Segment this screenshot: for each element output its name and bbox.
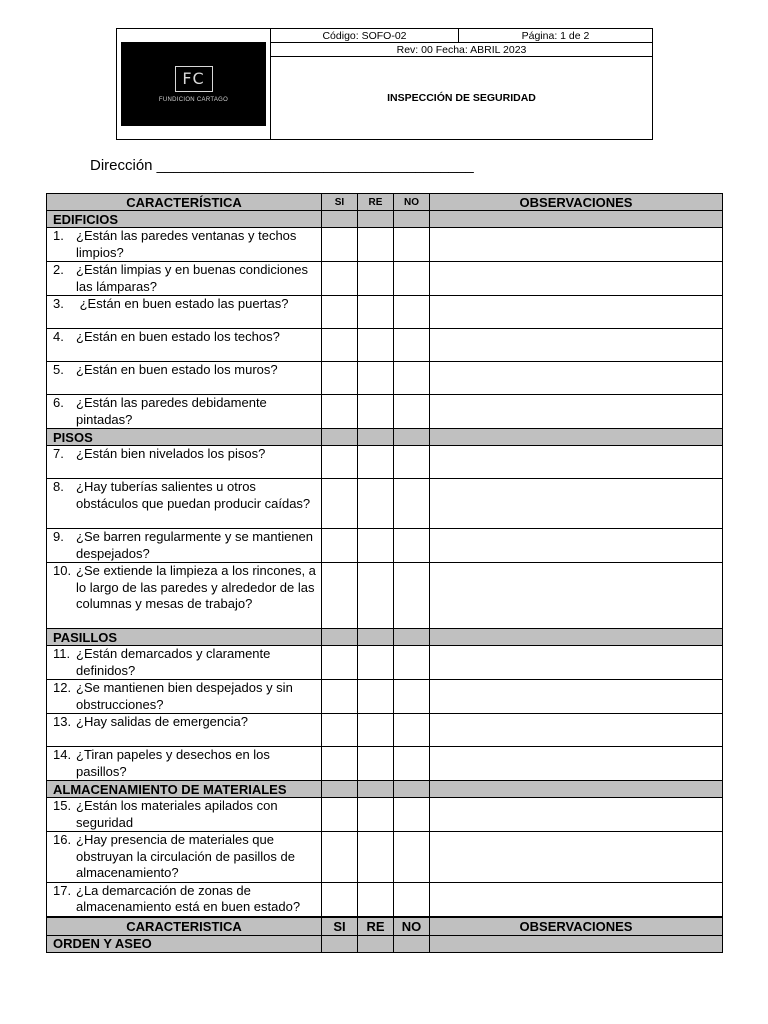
- re-cell[interactable]: [358, 747, 394, 781]
- logo-cell: [117, 29, 271, 140]
- col-caracteristica: CARACTERÍSTICA: [47, 194, 322, 211]
- item-text: ¿Hay tuberías salientes u otros obstáculos que puedan producir caídas?: [76, 479, 311, 511]
- item-number: 11.: [53, 646, 71, 661]
- table-row: [47, 329, 723, 362]
- no-cell[interactable]: [394, 832, 430, 883]
- table-row: [47, 479, 723, 529]
- observaciones-cell[interactable]: [430, 362, 723, 395]
- si-cell[interactable]: [322, 479, 358, 529]
- section-title: ALMACENAMIENTO DE MATERIALES: [47, 781, 322, 798]
- re-cell[interactable]: [358, 362, 394, 395]
- observaciones-cell[interactable]: [430, 296, 723, 329]
- col-no: NO: [394, 194, 430, 211]
- item-text: ¿Están en buen estado los muros?: [76, 362, 278, 377]
- si-cell[interactable]: [322, 563, 358, 629]
- no-cell[interactable]: [394, 362, 430, 395]
- section-row: [47, 629, 723, 646]
- table-row: [47, 228, 723, 262]
- item-number: 5.: [53, 362, 64, 377]
- si-cell[interactable]: [322, 262, 358, 296]
- si-cell[interactable]: [322, 329, 358, 362]
- section-row: [47, 935, 723, 952]
- observaciones-cell[interactable]: [430, 228, 723, 262]
- si-cell[interactable]: [322, 529, 358, 563]
- item-number: 6.: [53, 395, 64, 410]
- no-cell[interactable]: [394, 882, 430, 917]
- table-row: [47, 747, 723, 781]
- si-cell[interactable]: [322, 832, 358, 883]
- item-text: ¿Están las paredes debidamente pintadas?: [76, 395, 267, 427]
- item-text: ¿Están limpias y en buenas condiciones las lámparas?: [76, 262, 308, 294]
- table-row: [47, 446, 723, 479]
- observaciones-cell[interactable]: [430, 832, 723, 883]
- re-cell[interactable]: [358, 882, 394, 917]
- no-cell[interactable]: [394, 446, 430, 479]
- col-caracteristica: CARACTERISTICA: [47, 917, 322, 936]
- inspection-table: [46, 193, 723, 953]
- item-text: ¿Hay presencia de materiales que obstruyan la circulación de pasillos de almacenamiento?: [76, 832, 295, 880]
- re-cell[interactable]: [358, 832, 394, 883]
- re-cell[interactable]: [358, 529, 394, 563]
- no-cell[interactable]: [394, 228, 430, 262]
- si-cell[interactable]: [322, 646, 358, 680]
- table-row: [47, 362, 723, 395]
- item-number: 10.: [53, 563, 72, 578]
- document-header: [116, 28, 653, 140]
- table-row: [47, 646, 723, 680]
- re-cell[interactable]: [358, 798, 394, 832]
- rev-fecha-field: Rev: 00 Fecha: ABRIL 2023: [271, 43, 653, 57]
- item-text: ¿Están las paredes ventanas y techos limpios?: [76, 228, 297, 260]
- item-number: 1.: [53, 228, 64, 243]
- logo-mark: FC: [175, 66, 213, 92]
- no-cell[interactable]: [394, 714, 430, 747]
- si-cell[interactable]: [322, 395, 358, 429]
- observaciones-cell[interactable]: [430, 479, 723, 529]
- si-cell[interactable]: [322, 714, 358, 747]
- re-cell[interactable]: [358, 714, 394, 747]
- logo-subtext: FUNDICION CARTAGO: [158, 96, 229, 103]
- observaciones-cell[interactable]: [430, 798, 723, 832]
- observaciones-cell[interactable]: [430, 882, 723, 917]
- section-title: PISOS: [47, 429, 322, 446]
- col-re: RE: [358, 194, 394, 211]
- item-number: 13.: [53, 714, 72, 729]
- observaciones-cell[interactable]: [430, 563, 723, 629]
- col-re: RE: [358, 917, 394, 936]
- table-row: [47, 882, 723, 917]
- item-number: 16.: [53, 832, 72, 847]
- si-cell[interactable]: [322, 446, 358, 479]
- col-si: SI: [322, 917, 358, 936]
- table-row: [47, 832, 723, 883]
- re-cell[interactable]: [358, 446, 394, 479]
- observaciones-cell[interactable]: [430, 646, 723, 680]
- table-row: [47, 680, 723, 714]
- item-text: ¿Están bien nivelados los pisos?: [76, 446, 266, 461]
- document-title: INSPECCIÓN DE SEGURIDAD: [271, 57, 653, 140]
- no-cell[interactable]: [394, 329, 430, 362]
- table-row: [47, 714, 723, 747]
- observaciones-cell[interactable]: [430, 680, 723, 714]
- table-row: [47, 563, 723, 629]
- col-observaciones: OBSERVACIONES: [430, 194, 723, 211]
- observaciones-cell[interactable]: [430, 747, 723, 781]
- col-no: NO: [394, 917, 430, 936]
- item-number: 17.: [53, 882, 72, 898]
- table-row: [47, 529, 723, 563]
- item-text: ¿Se extiende la limpieza a los rincones, a lo largo de las paredes y alrededor de las columnas y mesas de trabajo?: [76, 563, 316, 611]
- table-row: [47, 798, 723, 832]
- no-cell[interactable]: [394, 680, 430, 714]
- item-number: 14.: [53, 747, 72, 762]
- item-text: ¿Se mantienen bien despejados y sin obstrucciones?: [76, 680, 293, 712]
- item-number: 8.: [53, 479, 64, 494]
- pagina-field: Página: 1 de 2: [459, 29, 653, 43]
- section-row: [47, 781, 723, 798]
- re-cell[interactable]: [358, 479, 394, 529]
- item-text: ¿Hay salidas de emergencia?: [76, 714, 248, 729]
- re-cell[interactable]: [358, 228, 394, 262]
- no-cell[interactable]: [394, 747, 430, 781]
- item-number: 12.: [53, 680, 72, 695]
- company-logo: [121, 42, 266, 126]
- si-cell[interactable]: [322, 747, 358, 781]
- item-number: 7.: [53, 446, 64, 461]
- no-cell[interactable]: [394, 479, 430, 529]
- no-cell[interactable]: [394, 646, 430, 680]
- item-number: 4.: [53, 329, 64, 344]
- item-number: 2.: [53, 262, 64, 277]
- table-row: [47, 395, 723, 429]
- section-row: [47, 429, 723, 446]
- observaciones-cell[interactable]: [430, 395, 723, 429]
- table-row: [47, 262, 723, 296]
- no-cell[interactable]: [394, 296, 430, 329]
- re-cell[interactable]: [358, 646, 394, 680]
- no-cell[interactable]: [394, 529, 430, 563]
- col-observaciones: OBSERVACIONES: [430, 917, 723, 936]
- re-cell[interactable]: [358, 680, 394, 714]
- item-text: ¿La demarcación de zonas de almacenamiento está en buen estado?: [76, 882, 301, 914]
- section-title: EDIFICIOS: [47, 211, 322, 228]
- re-cell[interactable]: [358, 329, 394, 362]
- item-text: ¿Se barren regularmente y se mantienen despejados?: [76, 529, 314, 561]
- si-cell[interactable]: [322, 798, 358, 832]
- column-header-row: [47, 194, 723, 211]
- no-cell[interactable]: [394, 395, 430, 429]
- section-title: ORDEN Y ASEO: [47, 935, 322, 952]
- re-cell[interactable]: [358, 262, 394, 296]
- observaciones-cell[interactable]: [430, 529, 723, 563]
- observaciones-cell[interactable]: [430, 714, 723, 747]
- item-text: ¿Están en buen estado los techos?: [76, 329, 280, 344]
- si-cell[interactable]: [322, 882, 358, 917]
- item-text: ¿Están los materiales apilados con seguridad: [76, 798, 278, 830]
- re-cell[interactable]: [358, 296, 394, 329]
- observaciones-cell[interactable]: [430, 329, 723, 362]
- item-number: 9.: [53, 529, 64, 544]
- table-row: [47, 296, 723, 329]
- item-number: 15.: [53, 798, 72, 813]
- item-text: ¿Tiran papeles y desechos en los pasillos?: [76, 747, 270, 779]
- item-text: ¿Están en buen estado las puertas?: [76, 296, 289, 311]
- section-title: PASILLOS: [47, 629, 322, 646]
- col-si: SI: [322, 194, 358, 211]
- si-cell[interactable]: [322, 296, 358, 329]
- column-header-row-repeat: [47, 917, 723, 936]
- no-cell[interactable]: [394, 563, 430, 629]
- re-cell[interactable]: [358, 563, 394, 629]
- si-cell[interactable]: [322, 228, 358, 262]
- no-cell[interactable]: [394, 798, 430, 832]
- no-cell[interactable]: [394, 262, 430, 296]
- observaciones-cell[interactable]: [430, 446, 723, 479]
- codigo-field: Código: SOFO-02: [271, 29, 459, 43]
- section-row: [47, 211, 723, 228]
- si-cell[interactable]: [322, 680, 358, 714]
- re-cell[interactable]: [358, 395, 394, 429]
- direccion-field[interactable]: Dirección ______________________________________: [90, 157, 474, 174]
- item-number: 3.: [53, 296, 64, 311]
- observaciones-cell[interactable]: [430, 262, 723, 296]
- item-text: ¿Están demarcados y claramente definidos?: [76, 646, 271, 678]
- si-cell[interactable]: [322, 362, 358, 395]
